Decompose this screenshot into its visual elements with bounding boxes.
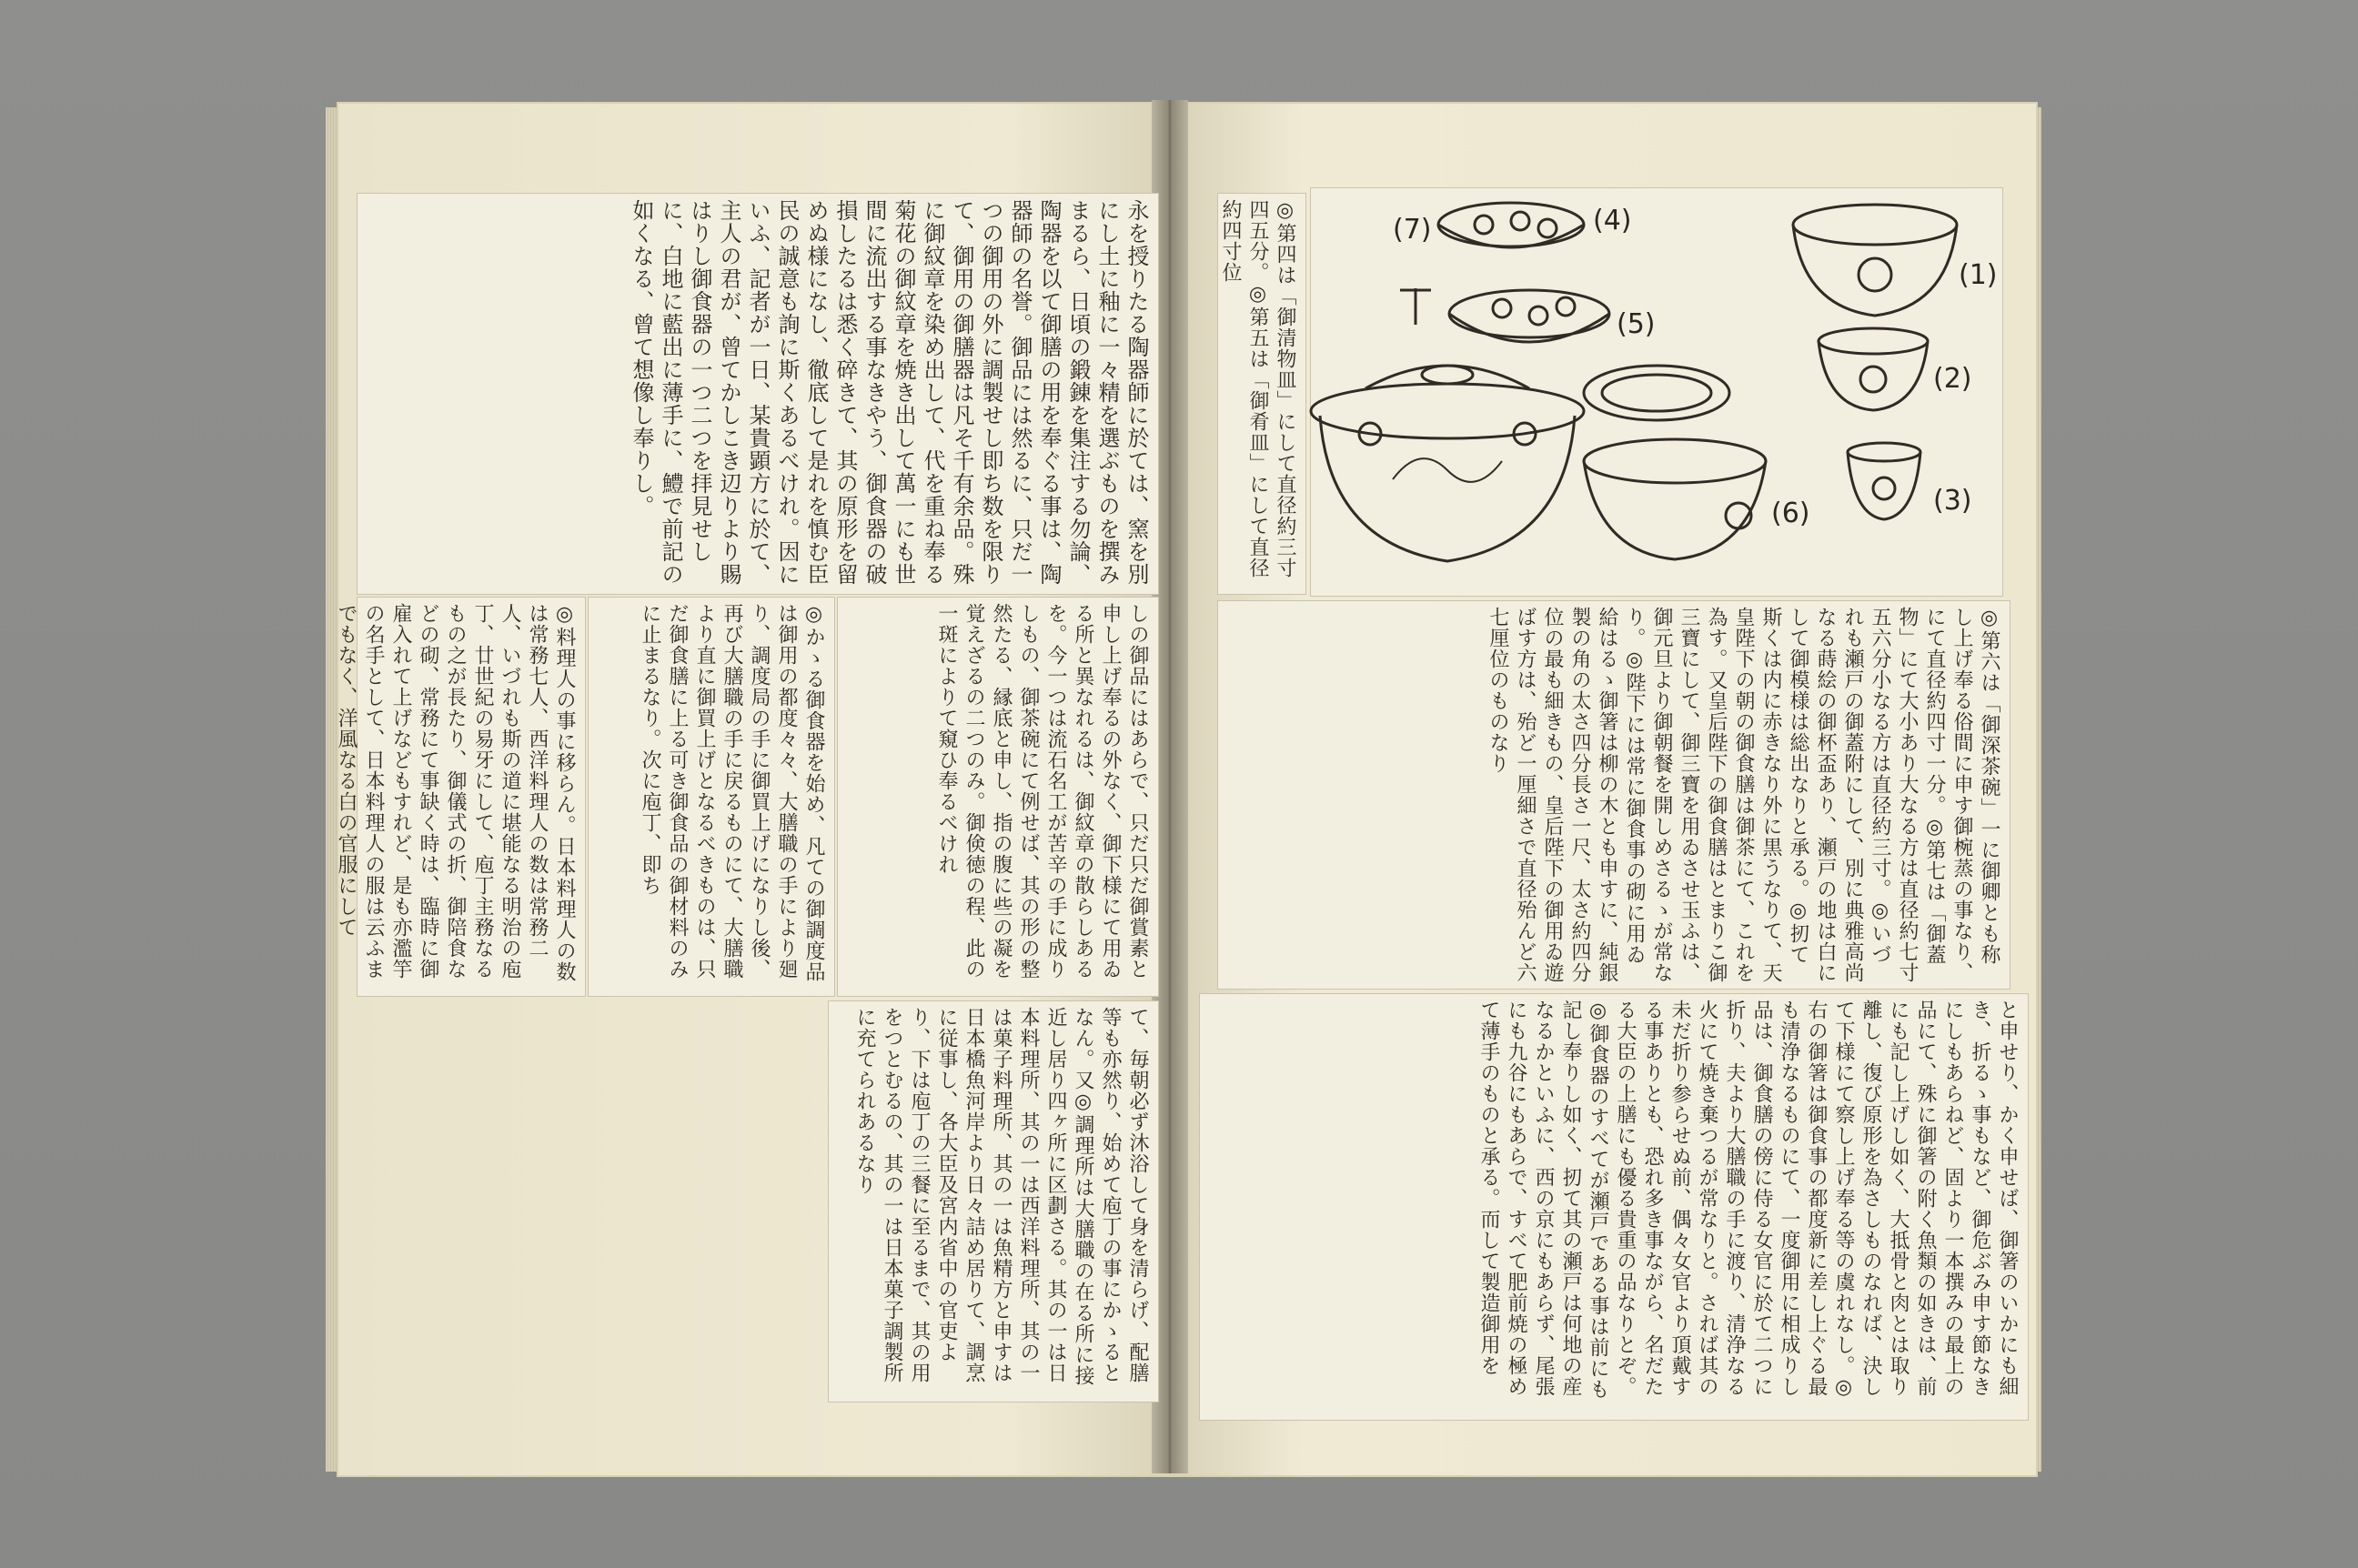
figure-label-2: (2)	[1933, 363, 1972, 395]
left-mid-left-article	[335, 597, 586, 997]
right-bottom-article	[1199, 993, 2029, 1421]
right-caption-text: ◎第四は「御清物皿」にして直径約三寸四五分。◎第五は「御肴皿」にして直径約四寸位	[1219, 199, 1296, 578]
left-bottom-article	[828, 1000, 1159, 1402]
right-mid-text: ◎第六は「御深茶碗」一に御卿とも称し上げ奉る俗間に申す御椀蒸の事なり、にて直径約四寸一分。◎第七は「御蓋物」にて大小あり大なる方は直径約七寸五六分小なる方は直径約三寸。◎いづれも瀬戸の御蓋附にして、別に典雅高尚なる蒔絵の御杯盃あり、瀬戸の地は白にして御模様は総出なりと承る。◎扨て斯くは内に赤きなり外に黒うなりて、天皇陛下の朝の御食膳は御茶にて、これを為す。又皇后陛下の御食膳はとまりこ御三寶にして、御三寶を用ゐさせ玉ふは、御元旦より御朝餐を開しめさるゝが常なり。◎陛下には常に御食事の砌に用ゐ給はるゝ御箸は柳の木とも申すに、純銀製の角の太さ四分長さ一尺、太さ約四分位の最も細きもの、皇后陛下の御用ゐ遊ばす方は、殆ど一厘細さで直径殆んど六七厘位のものなり	[1486, 607, 2000, 983]
tableware-illustration	[1310, 187, 2003, 597]
figure-label-7: (7)	[1393, 214, 1432, 246]
left-bottom-text: て、毎朝必ず沐浴して身を清らげ、配膳等も亦然り、始めて庖丁の事にかゝるとなん。又◎調理所は大膳職の在る所に接近し居り四ヶ所に区劃さる。其の一は日本料理所、其の一は西洋料理所、其の一は菓子料理所、其の一は魚精方と申すは日本橋魚河岸より日々詰め居りて、調烹に従事し、各大臣及宮内省中の官吏より、下は庖丁の三餐に至るまで、其の用をつとむるの、其の一は日本菓子調製所に充てられあるなり	[853, 1007, 1149, 1386]
figure-label-6: (6)	[1771, 498, 1810, 529]
illustration-svg	[1311, 188, 2002, 596]
left-mid-center-text: ◎かゝる御食器を始め、凡ての御調度品は御用の都度々々、大膳職の手により廻り、調度局の手に御買上げになりし後、再び大膳職の手に戻るものにて、大膳職より直に御買上げとなるべきものは、只だ御食膳に上る可き御食品の御材料のみに止まるなり。次に庖丁、即ち	[639, 603, 825, 982]
figure-label-5: (5)	[1617, 308, 1656, 340]
left-mid-left-text: ◎料理人の事に移らん。日本料理人の数は常務七人、西洋料理人の数は常務二人、いづれも斯の道に堪能なる明治の庖丁、廿世紀の易牙にして、庖丁主務なるもの之が長たり、御儀式の折、御陪食などの砌、常務にて事缺く時は、臨時に御雇入れて上げなどもすれど、是も亦濫竽の名手として、日本料理人の服は云ふまでもなく、洋風なる白の官服にして	[335, 603, 576, 982]
figure-label-4: (4)	[1593, 205, 1632, 236]
left-mid-right-text: しの御品にはあらで、只だ只だ御賞素と申し上げ奉るの外なく、御下様にて用ゐる所と異なれるは、御紋章の散らしあるを。今一つは流石名工が苦辛の手に成りしもの、御茶碗にて例せば、其の形の整然たる、縁底と申し、指の腹に些の凝を覚えざるの二つのみ。御倹徳の程、此の一斑によりて窺ひ奉るべけれ	[935, 603, 1149, 980]
left-mid-center-article	[588, 597, 835, 997]
right-mid-article	[1217, 600, 2010, 990]
figure-label-3: (3)	[1933, 485, 1972, 517]
left-top-text: 永を授りたる陶器師に於ては、窯を別にし土に釉に一々精を選ぶものを撰みまるら、日頃の鍛錬を集注する勿論、陶器を以て御膳の用を奉ぐる事は、陶器師の名誉。御品には然るに、只だ一つの御用の外に調製せし即ち数を限りて、御用の御膳器は凡そ千有余品。殊に御紋章を染め出して、代を重ね奉る菊花の御紋章を焼き出して萬一にも世間に流出する事なきやう、御食器の破損したるは悉く碎きて、其の原形を留めぬ様になし、徹底して是れを慎む臣民の誠意も詢に斯くあるべけれ。因にいふ、記者が一日、某貴顕方に於て、主人の君が、曾てかしこき辺りより賜はりし御食器の一つ二つを拝見せしに、白地に藍出に薄手に、鱧で前記の如くなる、曾て想像し奉りし。	[629, 199, 1149, 586]
left-mid-right-article	[837, 597, 1159, 997]
right-bottom-text: と申せり、かく申せば、御箸のいかにも細き、折るゝ事もなど、御危ぶみ申す節なきにしもあらねど、固より一本撰みの最上の品にて、殊に御箸の附く魚類の如きは、前にも記し上げし如く、大抵骨と肉とは取り離し、復び原形を為さしものなれば、決して下様にて察し上げ奉る等の虞れなし。◎右の御箸は御食事の都度新に差し上ぐる最も清浄なるものにて、一度御用に相成りし品は、御食膳の傍に侍る女官に於て二つに折り、夫より大膳職の手に渡り、清浄なる火にて焼き棄つるが常なりと。されば其の未だ折り参らせぬ前、偶々女官より頂戴する事ありとも、恐れ多き事ながら、名だたる大臣の上膳にも優る貴重の品なりとぞ。◎御食器のすべてが瀬戸である事は前にも記し奉りし如く、扨て其の瀬戸は何地の産なるかといふに、西の京にもあらず、尾張にも九谷にもあらで、すべて肥前焼の極めて薄手のものと承る。而して製造御用を	[1477, 1000, 2019, 1400]
left-top-article	[357, 193, 1159, 595]
right-caption-strip	[1217, 193, 1306, 595]
figure-label-1: (1)	[1959, 259, 1998, 291]
